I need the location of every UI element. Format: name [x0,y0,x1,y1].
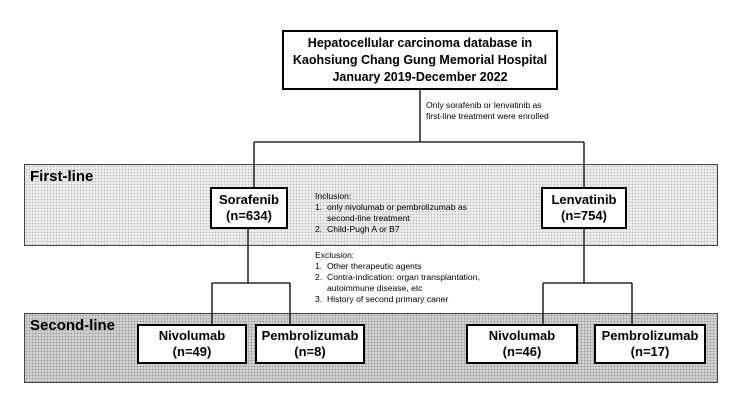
lenvatinib-nivolumab-box [466,324,578,364]
exclusion-item-text: autoimmune disease, etc [327,283,423,293]
sorafenib-pembrolizumab-count: (n=8) [294,344,326,359]
sorafenib-pembrolizumab-name: Pembrolizumab [261,328,359,343]
enrollment-note-line-2: first-line treatment were enrolled [426,111,549,121]
inclusion-criteria [315,191,467,235]
sorafenib-nivolumab-name: Nivolumab [158,328,226,343]
database-line-2: Kaohsiung Chang Gung Memorial Hospital [292,52,548,67]
exclusion-item-number: 2. [315,272,323,282]
exclusion-item-number: 1. [315,261,323,271]
database-box [282,30,558,90]
sorafenib-box [210,187,288,229]
exclusion-item [315,272,480,294]
lenvatinib-pembrolizumab-box [594,324,706,364]
lenvatinib-nivolumab-name: Nivolumab [488,328,556,343]
sorafenib-nivolumab-box [137,324,247,364]
sorafenib-pembrolizumab-box [255,324,365,364]
inclusion-item [315,202,467,224]
exclusion-title: Exclusion: [315,250,355,260]
exclusion-criteria [315,250,480,305]
inclusion-item [315,224,467,235]
lenvatinib-pembrolizumab-count: (n=17) [630,344,670,359]
enrollment-note [426,100,549,122]
exclusion-item-text: Other therapeutic agents [327,261,422,271]
exclusion-item [315,261,480,272]
lenvatinib-count: (n=754) [561,208,607,223]
lenvatinib-pembrolizumab-name: Pembrolizumab [601,328,699,343]
database-line-3: January 2019-December 2022 [332,69,508,84]
sorafenib-name: Sorafenib [219,192,279,207]
sorafenib-count: (n=634) [226,208,272,223]
database-line-1: Hepatocellular carcinoma database in [307,35,533,50]
enrollment-note-line-1: Only sorafenib or lenvatinib as [426,100,542,110]
exclusion-item-number: 3. [315,294,323,304]
exclusion-item-text: History of second primary caner [327,294,449,304]
inclusion-item-text: second-line treatment [327,213,410,223]
lenvatinib-nivolumab-count: (n=46) [502,344,542,359]
inclusion-title: Inclusion: [315,191,352,201]
inclusion-item-text: only nivolumab or pembrolizumab as [327,202,467,212]
sorafenib-nivolumab-count: (n=49) [172,344,212,359]
inclusion-item-number: 1. [315,202,323,212]
inclusion-item-text: Child-Pugh A or B7 [327,224,400,234]
inclusion-item-number: 2. [315,224,323,234]
exclusion-item [315,294,480,305]
lenvatinib-box [541,187,627,229]
first-line-label: First-line [30,168,94,185]
lenvatinib-name: Lenvatinib [551,192,617,207]
second-line-label: Second-line [30,317,116,334]
exclusion-item-text: Contra-indication: organ transplantation, [327,272,480,282]
